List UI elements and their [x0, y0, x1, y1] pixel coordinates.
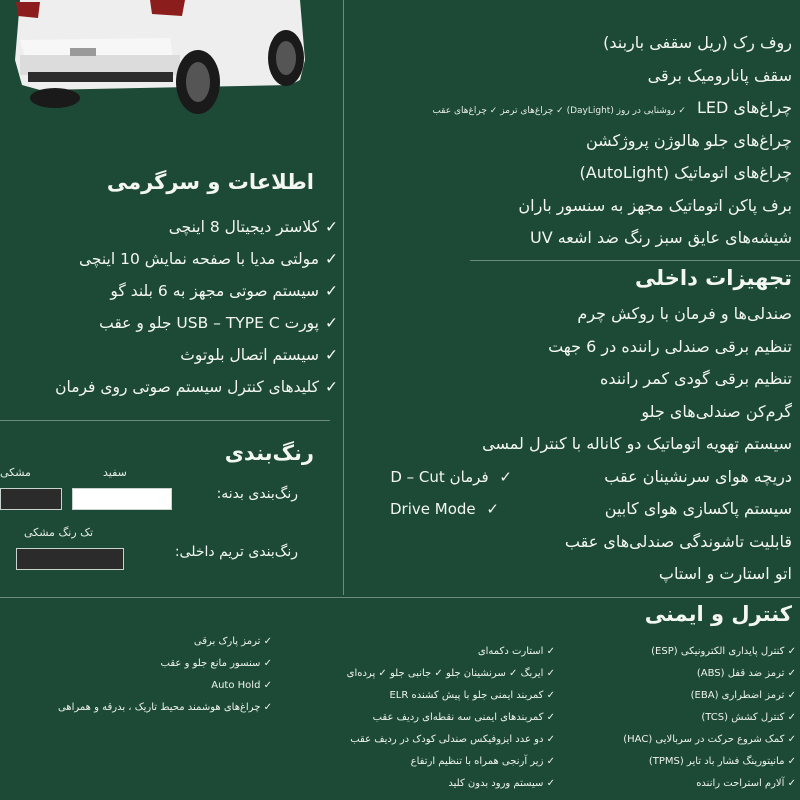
interior-features-list	[322, 298, 792, 591]
infotainment-item: ✓کلاستر دیجیتال 8 اینچی	[168, 218, 338, 236]
interior-feature-item: قابلیت تاشوندگی صندلی‌های عقب	[564, 531, 792, 551]
exterior-features-list	[322, 27, 792, 255]
section-divider	[0, 420, 330, 421]
interior-side-item: Drive Mode ✓	[390, 500, 499, 518]
white-color-label: سفید	[103, 466, 127, 479]
body-color-label: رنگ‌بندی بدنه:	[216, 486, 298, 502]
safety-item: ✓ کمربند ایمنی جلو با پیش کشنده ELR	[389, 690, 555, 701]
safety-item: ✓ کمربندهای ایمنی سه نقطه‌ای ردیف عقب	[372, 712, 555, 723]
infotainment-item: ✓مولتی مدیا با صفحه نمایش 10 اینچی	[78, 250, 338, 268]
infotainment-list	[0, 211, 338, 403]
section-divider	[470, 260, 800, 261]
colors-title: رنگ‌بندی	[224, 441, 314, 465]
interior-color-label: تک رنگ مشکی	[24, 526, 94, 539]
interior-feature-item: سیستم پاکسازی هوای کابین	[604, 499, 792, 518]
safety-item: ✓ ترمز ضد قفل (ABS)	[696, 668, 796, 679]
safety-item: ✓ Auto Hold	[211, 680, 272, 691]
car-rear-image	[0, 0, 312, 118]
safety-item: ✓ کنترل کشش (TCS)	[701, 712, 796, 723]
interior-feature-item: گرم‌کن صندلی‌های جلو	[641, 401, 792, 421]
interior-title: تجهیزات داخلی	[634, 266, 792, 290]
exterior-feature-item: چراغ‌های LED ✓ روشنایی در روز (DayLight) ✓ چراغ‌های ترمز ✓ چراغ‌های عقب	[432, 98, 792, 117]
safety-item: ✓ دو عدد ایزوفیکس صندلی کودک در ردیف عقب	[350, 734, 555, 745]
infotainment-item: ✓پورت USB – TYPE C جلو و عقب	[99, 314, 338, 332]
interior-feature-item: صندلی‌ها و فرمان با روکش چرم	[577, 304, 792, 323]
infotainment-item: ✓سیستم صوتی مجهز به 6 بلند گو	[110, 282, 338, 300]
exterior-feature-item: چراغ‌های جلو هالوژن پروژکشن	[586, 130, 792, 150]
safety-item: ✓ کمک شروع حرکت در سربالایی (HAC)	[623, 734, 796, 745]
led-subitems: ✓ روشنایی در روز (DayLight) ✓ چراغ‌های ترمز ✓ چراغ‌های عقب	[432, 106, 686, 116]
exterior-feature-item: روف رک (ریل سقفی باربند)	[603, 33, 792, 52]
infotainment-item: ✓کلیدهای کنترل سیستم صوتی روی فرمان	[55, 378, 338, 396]
safety-item: ✓ چراغ‌های هوشمند محیط تاریک ، بدرقه و همراهی	[57, 702, 272, 713]
interior-black-swatch	[16, 548, 124, 570]
exterior-feature-item: برف پاکن اتوماتیک مجهز به سنسور باران	[518, 195, 792, 215]
section-divider	[0, 597, 800, 598]
interior-feature-item: سیستم تهویه اتوماتیک دو کاناله با کنترل لمسی	[482, 434, 792, 453]
exterior-feature-item: سقف پانارومیک برقی	[647, 65, 792, 85]
safety-item: ✓ آلارم استراحت راننده	[696, 778, 796, 789]
black-color-label: مشکی	[0, 466, 31, 479]
safety-item: ✓ استارت دکمه‌ای	[477, 646, 555, 657]
white-swatch	[72, 488, 172, 510]
interior-feature-item: تنظیم برقی گودی کمر راننده	[600, 369, 792, 388]
safety-item: ✓ ترمز اضطراری (EBA)	[690, 690, 796, 701]
safety-item: ✓ ترمز پارک برقی	[193, 636, 272, 647]
safety-item: ✓ زیر آرنجی همراه با تنظیم ارتفاع	[410, 756, 555, 767]
interior-feature-item: اتو استارت و استاپ	[658, 564, 792, 583]
safety-title: کنترل و ایمنی	[644, 602, 792, 626]
safety-item: ✓ کنترل پایداری الکترونیکی (ESP)	[651, 646, 796, 657]
interior-feature-item: دریچه هوای سرنشینان عقب	[604, 466, 792, 486]
safety-item: ✓ مانیتورینگ فشار باد تایر (TPMS)	[648, 756, 796, 767]
black-swatch	[0, 488, 62, 510]
exterior-feature-item: شیشه‌های عایق سبز رنگ ضد اشعه UV	[529, 228, 792, 247]
infotainment-item: ✓سیستم اتصال بلوتوث	[180, 346, 338, 364]
interior-trim-label: رنگ‌بندی تریم داخلی:	[174, 544, 298, 560]
interior-side-item: ✓ فرمان D – Cut	[390, 468, 512, 486]
safety-item: ✓ سیستم ورود بدون کلید	[448, 778, 555, 789]
safety-item: ✓ سنسور مانع جلو و عقب	[160, 658, 272, 669]
exterior-feature-item: چراغ‌های اتوماتیک (AutoLight)	[579, 163, 792, 182]
infotainment-title: اطلاعات و سرگرمی	[106, 170, 314, 194]
interior-feature-item: تنظیم برقی صندلی راننده در 6 جهت	[548, 336, 792, 356]
airbag-row: ✓ ایربگ ✓ سرنشینان جلو ✓ جانبی جلو ✓ پرده‌ای	[346, 668, 555, 679]
